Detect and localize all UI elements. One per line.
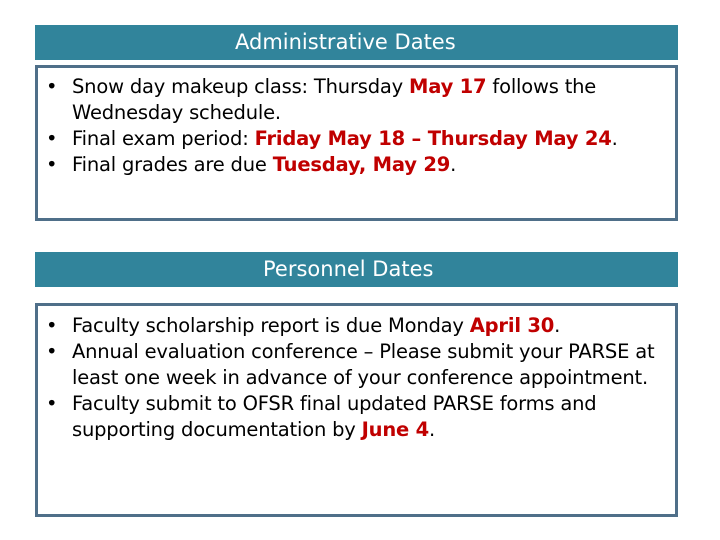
highlight-date: June 4 <box>361 418 430 441</box>
highlight-date: Tuesday, May 29 <box>272 153 451 176</box>
item-text-tail: . <box>554 314 561 337</box>
administrative-dates-box <box>35 65 678 221</box>
personnel-dates-list <box>38 306 675 443</box>
list-item <box>38 74 675 126</box>
item-text: Snow day makeup class: Thursday <box>72 75 410 98</box>
personnel-dates-header <box>35 252 678 287</box>
item-text: Final grades are due <box>72 153 273 176</box>
item-text: Final exam period: <box>72 127 255 150</box>
bullet-icon: • <box>46 392 58 415</box>
highlight-date: Friday May 18 – Thursday May 24 <box>254 127 612 150</box>
bullet-icon: • <box>46 314 58 337</box>
list-item <box>38 313 675 339</box>
list-item <box>38 152 675 178</box>
item-text-tail: . <box>429 418 436 441</box>
list-item <box>38 391 675 443</box>
administrative-dates-header <box>35 25 678 60</box>
list-item <box>38 126 675 152</box>
item-text-tail: . <box>611 127 618 150</box>
item-text: Annual evaluation conference – Please submit your PARSE at least one week in advance of your conference appointment. <box>72 340 655 389</box>
item-text: Faculty scholarship report is due Monday <box>72 314 470 337</box>
personnel-dates-title: Personnel Dates <box>263 257 434 281</box>
personnel-dates-box <box>35 303 678 517</box>
item-text-tail: . <box>450 153 457 176</box>
administrative-dates-list <box>38 68 675 178</box>
item-text: Faculty submit to OFSR final updated PARSE forms and supporting documentation by <box>72 392 597 441</box>
highlight-date: May 17 <box>409 75 487 98</box>
bullet-icon: • <box>46 153 58 176</box>
bullet-icon: • <box>46 75 58 98</box>
bullet-icon: • <box>46 340 58 363</box>
administrative-dates-title: Administrative Dates <box>235 30 456 54</box>
item-text-tail: follows the Wednesday schedule. <box>72 75 597 124</box>
bullet-icon: • <box>46 127 58 150</box>
list-item <box>38 339 675 391</box>
highlight-date: April 30 <box>469 314 555 337</box>
